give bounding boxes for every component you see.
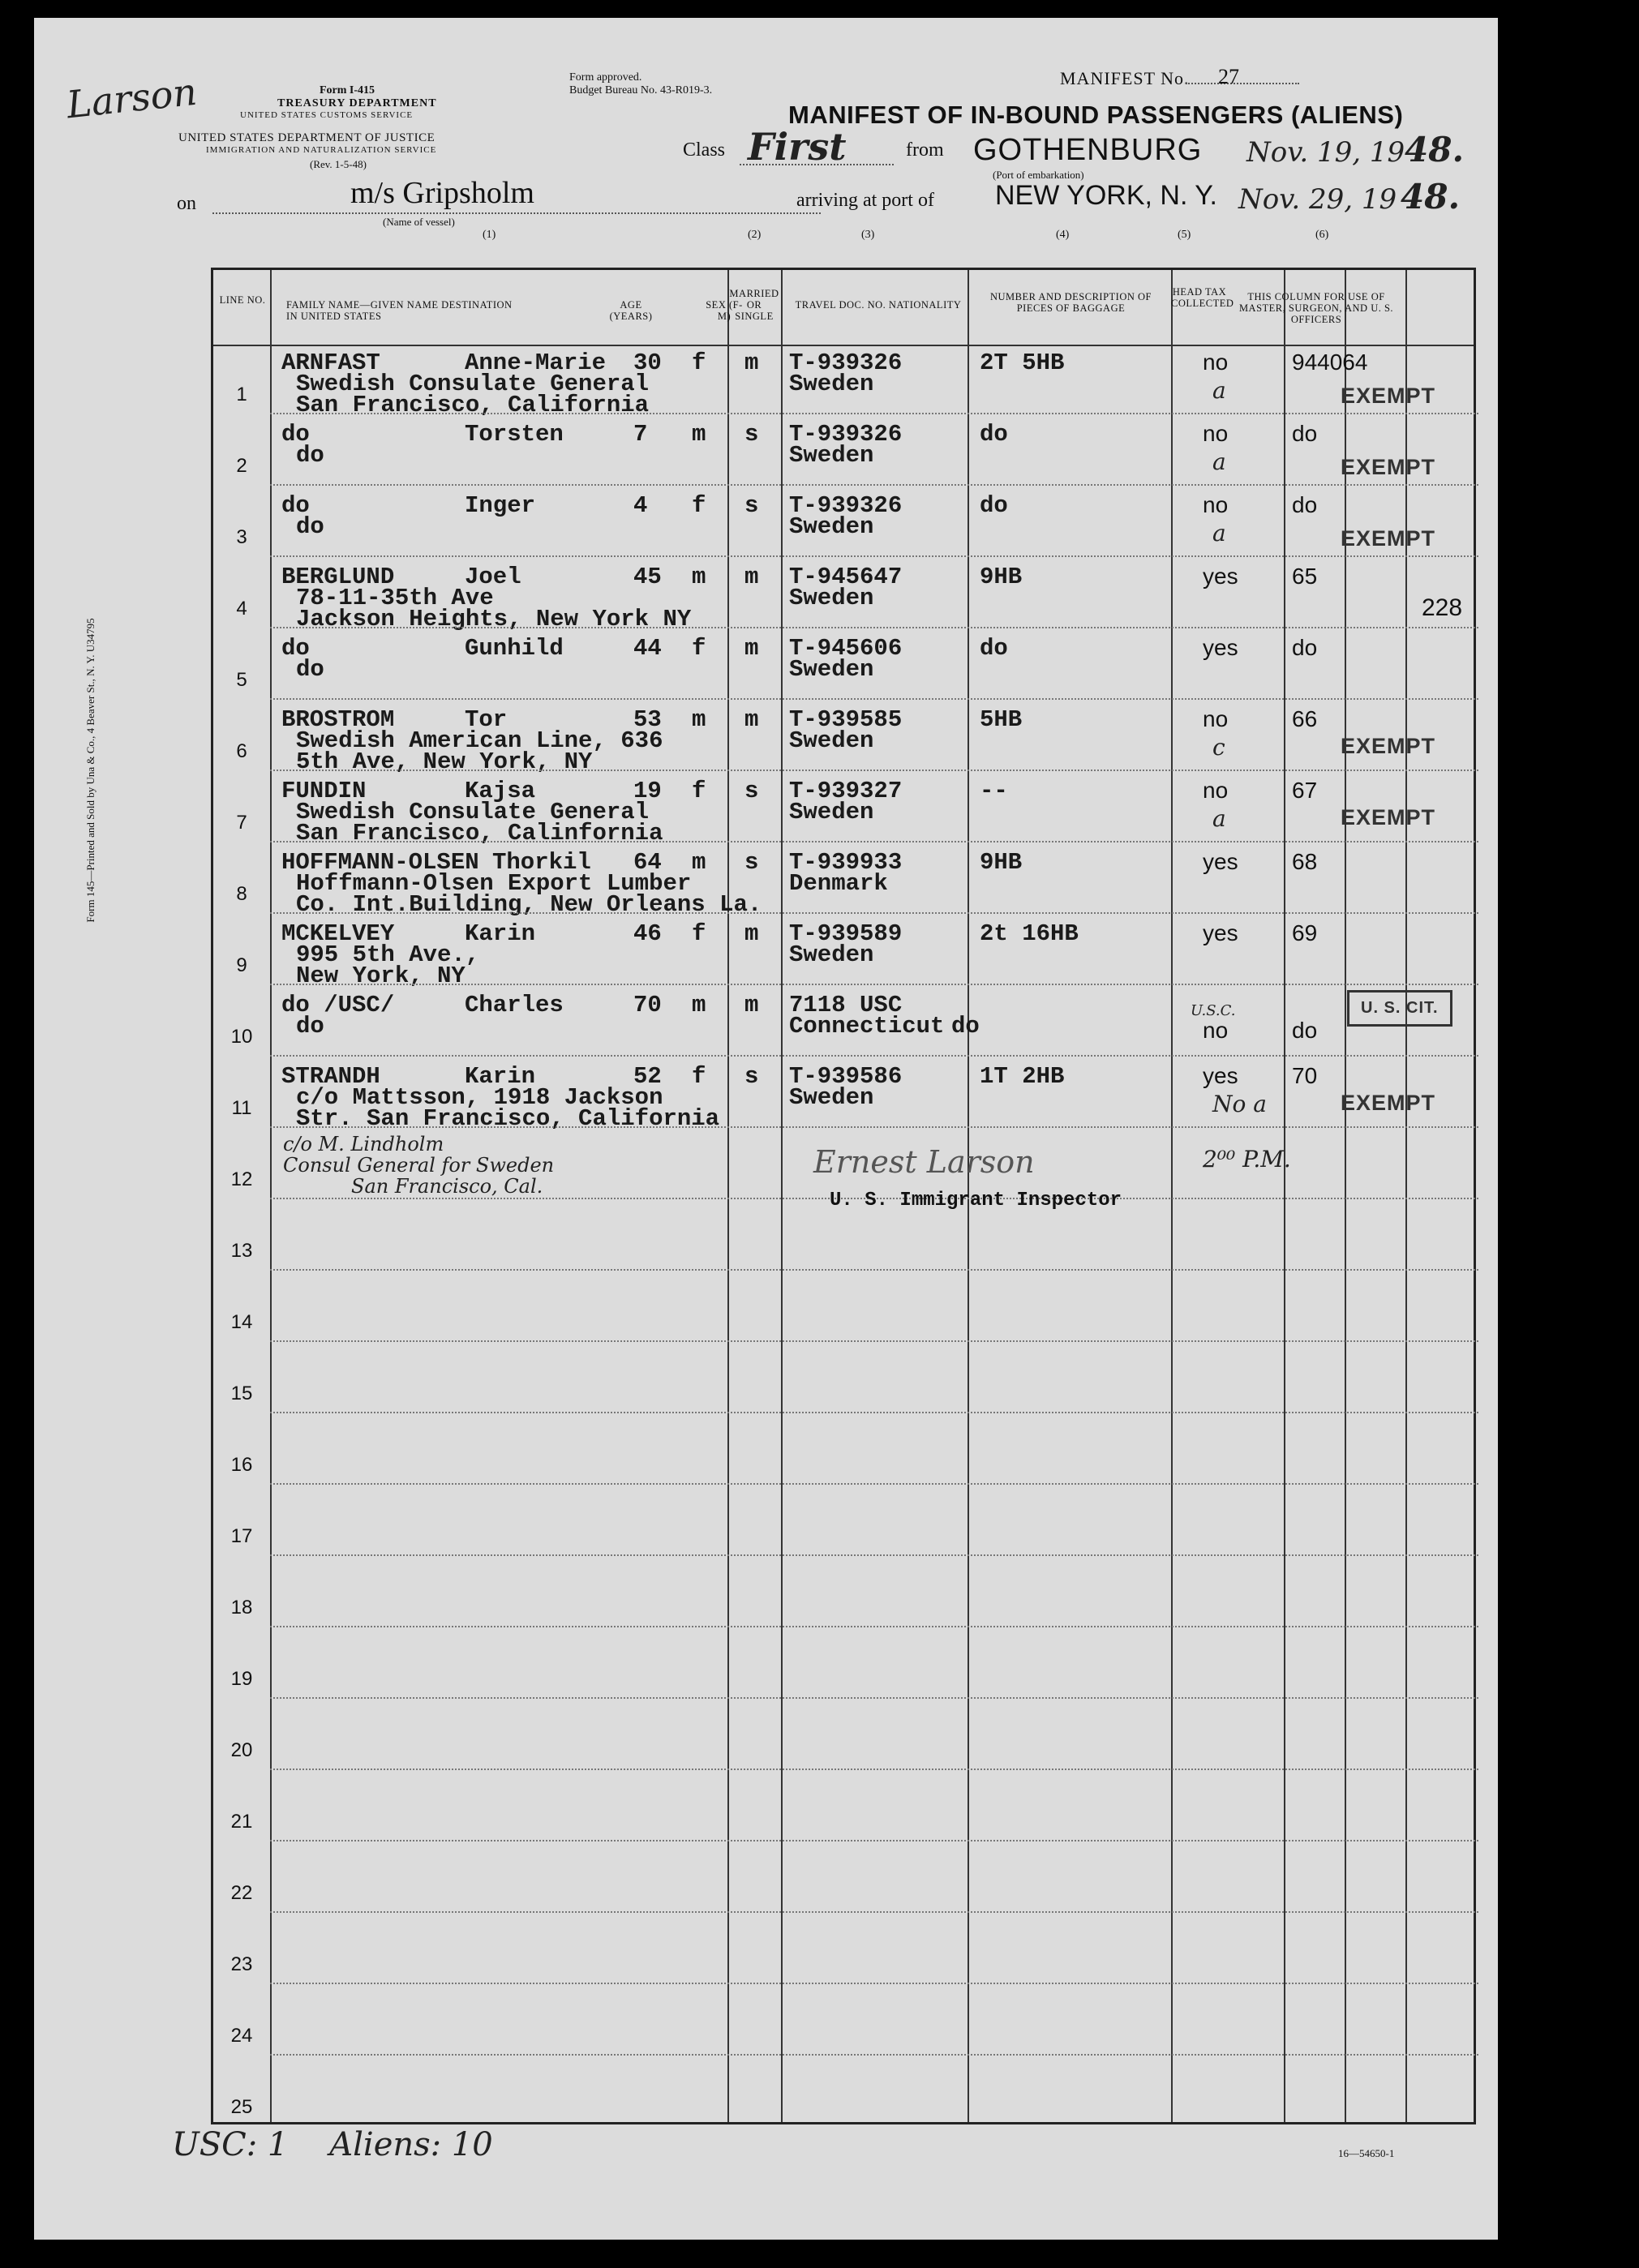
family-name: do [281, 492, 310, 519]
status-stamp: EXEMPT [1341, 1091, 1436, 1115]
col-header-head-tax: HEAD TAX COLLECTED [1171, 286, 1234, 309]
line-number: 16 [230, 1454, 253, 1476]
class-label: Class [683, 139, 726, 161]
row-dotted-rule [270, 984, 1478, 985]
nationality: Sweden [789, 442, 874, 469]
given-name: Charles [465, 992, 564, 1018]
line-number: 7 [236, 812, 247, 834]
empty-row [213, 1272, 1474, 1344]
officer-entry: 69 [1292, 920, 1318, 945]
head-tax: no [1203, 1018, 1229, 1043]
travel-doc: T-939585 [789, 706, 903, 733]
row-dotted-rule [270, 1126, 1478, 1128]
given-name: Inger [465, 492, 536, 519]
age: 4 [633, 492, 648, 519]
nationality: Sweden [789, 727, 874, 754]
row-dotted-rule [270, 841, 1478, 842]
officer-entry: 65 [1292, 564, 1318, 589]
line-number: 4 [236, 598, 247, 620]
sex: m [692, 706, 706, 733]
destination-line-2: Co. Int.Building, New Orleans La. [296, 891, 762, 918]
baggage: 2t 16HB [980, 920, 1079, 947]
manifest-number-dots [1186, 83, 1299, 84]
row-dotted-rule [270, 698, 1478, 700]
nationality: Sweden [789, 371, 874, 397]
age: 30 [633, 349, 662, 376]
head-tax: yes [1203, 635, 1238, 660]
given-name: Karin [465, 920, 536, 947]
line-number: 23 [230, 1953, 253, 1975]
row-dotted-rule [270, 770, 1478, 771]
passenger-table [211, 268, 1476, 2124]
given-name: Joel [465, 564, 521, 590]
empty-row [213, 1986, 1474, 2057]
col-header-sex: SEX (F-M) [706, 299, 743, 322]
destination-line-1: 78-11-35th Ave [296, 585, 494, 611]
inspector-signature: Ernest Larson [813, 1144, 1035, 1180]
family-name: STRANDH [281, 1063, 380, 1090]
sex: m [692, 421, 706, 448]
travel-doc: T-939327 [789, 778, 903, 804]
empty-row [213, 1843, 1474, 1914]
family-name: BERGLUND [281, 564, 395, 590]
destination-line-1: Swedish Consulate General [296, 371, 650, 397]
sex: f [692, 635, 706, 662]
empty-row [213, 1629, 1474, 1700]
marital-status: s [744, 778, 759, 804]
head-tax: no [1203, 421, 1229, 446]
col-num-5: (5) [1178, 229, 1191, 241]
row-dotted-rule [270, 1983, 1478, 1984]
form-approved: Form approved. [569, 71, 642, 84]
age: 46 [633, 920, 662, 947]
footer-note: USC: 1 Aliens: 10 [172, 2126, 493, 2163]
row-dotted-rule [270, 1840, 1478, 1841]
empty-row [213, 1772, 1474, 1843]
line-number: 8 [236, 883, 247, 905]
form-code: 16—54650-1 [1338, 2147, 1395, 2159]
empty-row [213, 1415, 1474, 1486]
row4-margin-number: 228 [1422, 594, 1463, 621]
destination-line-2: Str. San Francisco, California [296, 1105, 720, 1132]
given-name: Karin [465, 1063, 536, 1090]
age: 19 [633, 778, 662, 804]
nationality: Sweden [789, 513, 874, 540]
row-dotted-rule [270, 1697, 1478, 1699]
sex: f [692, 492, 706, 519]
embark-year: 48. [1405, 130, 1465, 169]
nationality: Sweden [789, 941, 874, 968]
sex: f [692, 349, 706, 376]
given-name: Thorkil [492, 849, 591, 876]
officer-entry: 68 [1292, 849, 1318, 874]
nationality: Sweden [789, 585, 874, 611]
row-dotted-rule [270, 1269, 1478, 1271]
side-print: Form 145—Printed and Sold by Una & Co., 4 Beaver St., N. Y. U34795 [84, 618, 97, 923]
baggage: do [980, 421, 1008, 448]
col-header-travel-doc: TRAVEL DOC. NO. NATIONALITY [795, 299, 962, 311]
destination-line-1: do [296, 513, 324, 540]
family-name: do [281, 421, 310, 448]
status-stamp: EXEMPT [1341, 455, 1436, 479]
marital-status: s [744, 1063, 759, 1090]
line-number: 19 [230, 1668, 253, 1690]
empty-row [213, 1344, 1474, 1415]
nationality: Denmark [789, 870, 888, 897]
class-value: First [748, 125, 847, 169]
row-dotted-rule [270, 1769, 1478, 1770]
row11-note-2: Consul General for Sweden [283, 1154, 555, 1177]
line-number: 14 [230, 1311, 253, 1333]
officer-entry: do [1292, 1018, 1318, 1043]
marital-status: s [744, 492, 759, 519]
marital-status: m [744, 920, 759, 947]
baggage: 5HB [980, 706, 1023, 733]
baggage: -- [980, 778, 1008, 804]
row-dotted-rule [270, 484, 1478, 486]
row-dotted-rule [270, 1340, 1478, 1342]
head-tax-note: a [1212, 520, 1226, 547]
baggage: 9HB [980, 564, 1023, 590]
line-number: 12 [230, 1168, 253, 1190]
status-stamp: EXEMPT [1341, 805, 1436, 830]
line-number: 24 [230, 2025, 253, 2047]
port-embark-caption: (Port of embarkation) [993, 169, 1084, 181]
row-dotted-rule [270, 1554, 1478, 1556]
table-row [213, 630, 1474, 701]
age: 70 [633, 992, 662, 1018]
family-name: ARNFAST [281, 349, 380, 376]
budget-bureau: Budget Bureau No. 43-R019-3. [569, 84, 713, 96]
nationality: Connecticut [789, 1013, 945, 1040]
age: 64 [633, 849, 662, 876]
dept-justice: UNITED STATES DEPARTMENT OF JUSTICE [178, 131, 435, 144]
empty-row [213, 1486, 1474, 1558]
line-number: 22 [230, 1882, 253, 1904]
baggage: do [951, 1013, 980, 1040]
table-row [213, 416, 1474, 487]
col-num-3: (3) [861, 229, 875, 241]
travel-doc: T-939326 [789, 421, 903, 448]
line-number: 10 [230, 1026, 253, 1048]
nationality: Sweden [789, 656, 874, 683]
baggage: 9HB [980, 849, 1023, 876]
destination-line-1: do [296, 442, 324, 469]
embark-date: Nov. 19, 19 [1246, 136, 1405, 169]
dept-ins: IMMIGRATION AND NATURALIZATION SERVICE [206, 145, 437, 155]
head-tax-note: a [1212, 805, 1226, 832]
head-tax-note: No a [1212, 1091, 1267, 1117]
travel-doc: T-939589 [789, 920, 903, 947]
col-header-married: MARRIED OR SINGLE [729, 288, 779, 322]
marital-status: m [744, 706, 759, 733]
baggage: 1T 2HB [980, 1063, 1065, 1090]
table-row [213, 487, 1474, 559]
vessel-dots [212, 212, 821, 214]
row-dotted-rule [270, 413, 1478, 414]
empty-row [213, 1558, 1474, 1629]
time-note: 2⁰⁰ P.M. [1203, 1146, 1291, 1173]
given-name: Gunhild [465, 635, 564, 662]
marital-status: m [744, 635, 759, 662]
empty-row [213, 2057, 1474, 2129]
travel-doc: T-939326 [789, 349, 903, 376]
destination-line-1: 995 5th Ave., [296, 941, 480, 968]
destination-line-1: do [296, 656, 324, 683]
form-number: Form I-415 [320, 84, 375, 96]
table-row [213, 987, 1474, 1058]
age: 52 [633, 1063, 662, 1090]
family-name: do [281, 635, 310, 662]
destination-line-2: Jackson Heights, New York NY [296, 606, 692, 632]
col-header-officers: THIS COLUMN FOR USE OF MASTER, SURGEON, AND U. S. OFFICERS [1238, 291, 1394, 325]
arrival-date: Nov. 29, 19 [1238, 183, 1397, 216]
given-name: Tor [465, 706, 508, 733]
officer-entry: do [1292, 635, 1318, 660]
port-embarkation: GOTHENBURG [973, 133, 1203, 167]
status-stamp: U. S. CIT. [1347, 990, 1452, 1027]
line-number: 1 [236, 384, 247, 405]
officer-entry: 944064 [1292, 349, 1368, 375]
on-label: on [177, 193, 196, 214]
col-header-age: AGE (YEARS) [609, 299, 653, 322]
head-tax: no [1203, 778, 1229, 803]
status-stamp: EXEMPT [1341, 734, 1436, 758]
empty-row [213, 1201, 1474, 1272]
manifest-number-label: MANIFEST No. [1060, 68, 1190, 88]
col-num-1: (1) [483, 229, 496, 241]
class-dots [740, 164, 894, 165]
from-label: from [906, 139, 944, 161]
given-name: Torsten [465, 421, 564, 448]
family-name: do /USC/ [281, 992, 395, 1018]
row-dotted-rule [270, 1911, 1478, 1913]
table-row [213, 844, 1474, 918]
manifest-title: MANIFEST OF IN-BOUND PASSENGERS (ALIENS) [788, 101, 1404, 129]
baggage: do [980, 635, 1008, 662]
marital-status: m [744, 992, 759, 1018]
row-dotted-rule [270, 1626, 1478, 1627]
head-tax: yes [1203, 564, 1238, 589]
destination-line-1: c/o Mattsson, 1918 Jackson [296, 1084, 663, 1111]
status-stamp: EXEMPT [1341, 526, 1436, 551]
line-number: 11 [231, 1097, 252, 1119]
destination-line-1: Swedish American Line, 636 [296, 727, 663, 754]
line-number: 15 [230, 1383, 253, 1404]
marital-status: s [744, 421, 759, 448]
officer-entry: 70 [1292, 1063, 1318, 1088]
sex: f [692, 920, 706, 947]
arrival-year: 48. [1401, 177, 1461, 217]
line-number: 13 [230, 1240, 253, 1262]
head-tax-note: c [1212, 734, 1225, 761]
destination-line-2: 5th Ave, New York, NY [296, 748, 593, 775]
row-dotted-rule [270, 555, 1478, 557]
line-number: 20 [230, 1739, 253, 1761]
age: 44 [633, 635, 662, 662]
row-dotted-rule [270, 1055, 1478, 1057]
head-tax-note: a [1212, 448, 1226, 475]
sex: m [692, 992, 706, 1018]
col-num-4: (4) [1056, 229, 1070, 241]
col-header-line-no: LINE NO. [219, 294, 266, 306]
travel-doc: T-945647 [789, 564, 903, 590]
table-row [213, 701, 1474, 773]
line-number: 18 [230, 1597, 253, 1618]
row-dotted-rule [270, 2054, 1478, 2056]
inspector-label: U. S. Immigrant Inspector [830, 1190, 1122, 1211]
age: 45 [633, 564, 662, 590]
head-tax: yes [1203, 1063, 1238, 1088]
destination-line-1: Hoffmann-Olsen Export Lumber [296, 870, 692, 897]
vessel-name: m/s Gripsholm [350, 176, 534, 210]
row-dotted-rule [270, 627, 1478, 628]
marital-status: m [744, 349, 759, 376]
row-dotted-rule [270, 1412, 1478, 1413]
line-number: 25 [230, 2096, 253, 2118]
officer-entry: do [1292, 421, 1318, 446]
marital-status: s [744, 849, 759, 876]
destination-line-1: Swedish Consulate General [296, 799, 650, 825]
empty-row [213, 1700, 1474, 1772]
head-tax: yes [1203, 849, 1238, 874]
travel-doc: T-939933 [789, 849, 903, 876]
travel-doc: T-939326 [789, 492, 903, 519]
arriving-label: arriving at port of [796, 190, 934, 211]
given-name: Anne-Marie [465, 349, 607, 376]
row-dotted-rule [270, 1483, 1478, 1485]
row10-tax-note: U.S.C. [1191, 1002, 1236, 1019]
col-num-6: (6) [1315, 229, 1329, 241]
line-number: 17 [230, 1525, 253, 1547]
destination-line-2: San Francisco, Calinfornia [296, 820, 663, 847]
row11-note-3: San Francisco, Cal. [351, 1175, 543, 1198]
sex: m [692, 849, 706, 876]
table-row [213, 915, 1474, 987]
row-dotted-rule [270, 912, 1478, 914]
dept-customs: UNITED STATES CUSTOMS SERVICE [240, 110, 414, 120]
empty-row [213, 1914, 1474, 1986]
status-stamp: EXEMPT [1341, 384, 1436, 408]
travel-doc: T-939586 [789, 1063, 903, 1090]
dept-treasury: TREASURY DEPARTMENT [277, 97, 437, 109]
arrival-port: NEW YORK, N. Y. [995, 180, 1217, 211]
family-name: FUNDIN [281, 778, 367, 804]
destination-line-2: New York, NY [296, 963, 466, 989]
head-tax: no [1203, 349, 1229, 375]
vessel-caption: (Name of vessel) [383, 216, 455, 228]
row11-note-1: c/o M. Lindholm [283, 1133, 444, 1155]
head-tax: yes [1203, 920, 1238, 945]
table-row [213, 345, 1474, 416]
manifest-sheet [34, 18, 1498, 2240]
head-tax: no [1203, 492, 1229, 517]
travel-doc: 7118 USC [789, 992, 903, 1018]
family-name: BROSTROM [281, 706, 395, 733]
table-row [213, 559, 1474, 630]
col-num-2: (2) [748, 229, 762, 241]
officer-entry: 67 [1292, 778, 1318, 803]
nationality: Sweden [789, 799, 874, 825]
sex: f [692, 778, 706, 804]
line-number: 6 [236, 740, 247, 762]
line-number: 3 [236, 526, 247, 548]
sex: f [692, 1063, 706, 1090]
nationality: Sweden [789, 1084, 874, 1111]
line-number: 2 [236, 455, 247, 477]
destination-line-2: San Francisco, California [296, 392, 650, 418]
col-header-name: FAMILY NAME—GIVEN NAME DESTINATION IN UNITED STATES [286, 299, 513, 322]
family-name: HOFFMANN-OLSEN [281, 849, 479, 876]
age: 53 [633, 706, 662, 733]
destination-line-1: do [296, 1013, 324, 1040]
manifest-number: 27 [1218, 65, 1239, 88]
officer-entry: 66 [1292, 706, 1318, 731]
col-header-baggage: NUMBER AND DESCRIPTION OF PIECES OF BAGGAGE [990, 291, 1152, 314]
line-number: 5 [236, 669, 247, 691]
sex: m [692, 564, 706, 590]
travel-doc: T-945606 [789, 635, 903, 662]
table-row [213, 1058, 1474, 1130]
line-number: 21 [230, 1811, 253, 1833]
line-number: 9 [236, 954, 247, 976]
revision: (Rev. 1-5-48) [310, 158, 367, 170]
marital-status: m [744, 564, 759, 590]
family-name: MCKELVEY [281, 920, 395, 947]
baggage: 2T 5HB [980, 349, 1065, 376]
head-tax-note: a [1212, 377, 1226, 404]
officer-entry: do [1292, 492, 1318, 517]
baggage: do [980, 492, 1008, 519]
given-name: Kajsa [465, 778, 536, 804]
head-tax: no [1203, 706, 1229, 731]
margin-note: Larson [64, 69, 200, 127]
age: 7 [633, 421, 648, 448]
table-row [213, 773, 1474, 847]
